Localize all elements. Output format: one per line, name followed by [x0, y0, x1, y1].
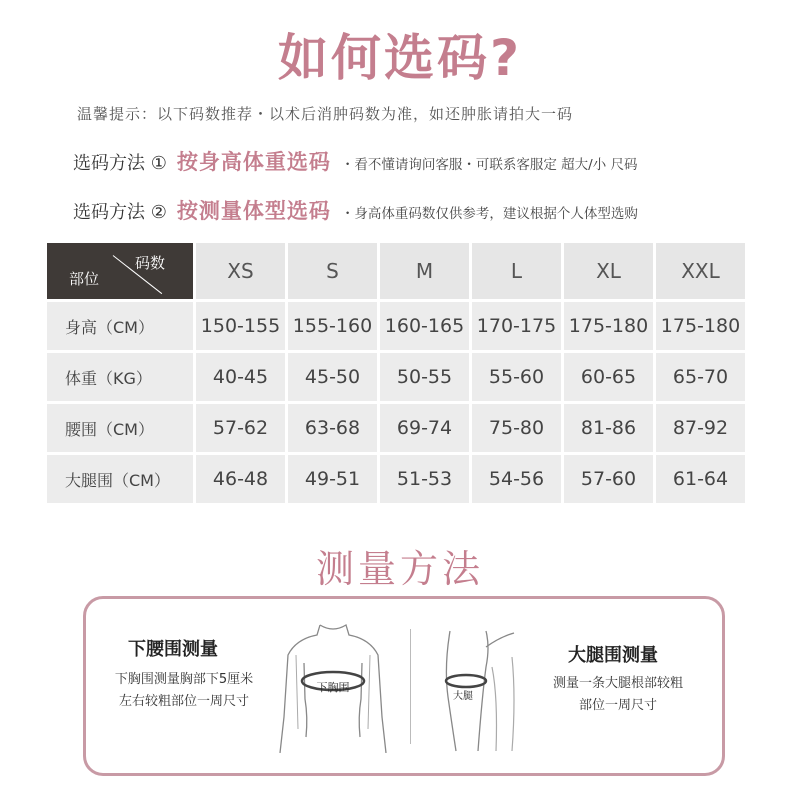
table-cell: 155-160 [288, 302, 377, 350]
thigh-measure-line2: 部位一周尺寸 [578, 698, 657, 713]
table-cell: 49-51 [288, 455, 377, 503]
table-row [47, 455, 745, 503]
table-cell: 55-60 [472, 353, 561, 401]
size-header-s: S [288, 243, 377, 299]
size-header-row [47, 243, 745, 299]
table-cell: 60-65 [564, 353, 653, 401]
waist-measure-line1: 下胸围测量胸部下5厘米 [114, 672, 254, 687]
corner-part-label: 部位 [69, 270, 100, 288]
method-1-note: ・看不懂请询问客服・可联系客服定 超大/小 尺码 [340, 157, 638, 173]
method-2-highlight: 按测量体型选码 [176, 199, 331, 223]
size-header-xl: XL [564, 243, 653, 299]
page-title: 如何选码? [277, 29, 522, 87]
table-cell: 50-55 [380, 353, 469, 401]
table-row [47, 404, 745, 452]
table-cell: 175-180 [656, 302, 745, 350]
table-cell: 65-70 [656, 353, 745, 401]
table-cell: 170-175 [472, 302, 561, 350]
table-cell: 69-74 [380, 404, 469, 452]
table-cell: 63-68 [288, 404, 377, 452]
corner-size-label: 码数 [134, 254, 165, 272]
table-row [47, 353, 745, 401]
table-cell: 45-50 [288, 353, 377, 401]
table-cell: 57-62 [196, 404, 285, 452]
method-2-label: 选码方法 ② [73, 202, 167, 223]
row-label-thigh: 大腿围（CM） [47, 455, 193, 503]
waist-measure-line2: 左右较粗部位一周尺寸 [118, 694, 249, 709]
table-cell: 150-155 [196, 302, 285, 350]
row-label-height: 身高（CM） [47, 302, 193, 350]
table-cell: 54-56 [472, 455, 561, 503]
thigh-measure-line1: 测量一条大腿根部较粗 [552, 676, 683, 691]
size-header-l: L [472, 243, 561, 299]
size-table [44, 240, 748, 506]
measure-card [83, 596, 725, 776]
table-row [47, 302, 745, 350]
table-cell: 81-86 [564, 404, 653, 452]
size-header-xs: XS [196, 243, 285, 299]
card-divider [410, 629, 411, 744]
table-cell: 61-64 [656, 455, 745, 503]
waist-figure-label: 下胸围 [316, 681, 350, 694]
size-header-m: M [380, 243, 469, 299]
method-1 [73, 146, 638, 176]
waist-measure-title: 下腰围测量 [128, 639, 218, 660]
table-cell: 75-80 [472, 404, 561, 452]
thigh-measure-desc [540, 673, 696, 717]
torso-figure-icon [274, 619, 392, 753]
table-cell: 175-180 [564, 302, 653, 350]
thigh-measure-title: 大腿围测量 [568, 645, 658, 666]
waist-measure-desc [104, 669, 264, 713]
table-cell: 57-60 [564, 455, 653, 503]
tip-text: 温馨提示：以下码数推荐・以术后消肿码数为准，如还肿胀请拍大一码 [77, 105, 574, 123]
table-cell: 46-48 [196, 455, 285, 503]
table-cell: 87-92 [656, 404, 745, 452]
table-cell: 51-53 [380, 455, 469, 503]
row-label-weight: 体重（KG） [47, 353, 193, 401]
table-corner [47, 243, 193, 299]
thigh-figure-label: 大腿 [453, 691, 473, 702]
table-cell: 160-165 [380, 302, 469, 350]
row-label-waist: 腰围（CM） [47, 404, 193, 452]
thigh-figure-icon [436, 627, 526, 753]
measure-section-title: 测量方法 [315, 547, 484, 591]
method-1-highlight: 按身高体重选码 [176, 150, 331, 174]
method-2-note: ・身高体重码数仅供参考，建议根据个人体型选购 [340, 206, 638, 222]
table-cell: 40-45 [196, 353, 285, 401]
method-1-label: 选码方法 ① [73, 153, 167, 174]
size-header-xxl: XXL [656, 243, 745, 299]
method-2 [73, 195, 638, 225]
